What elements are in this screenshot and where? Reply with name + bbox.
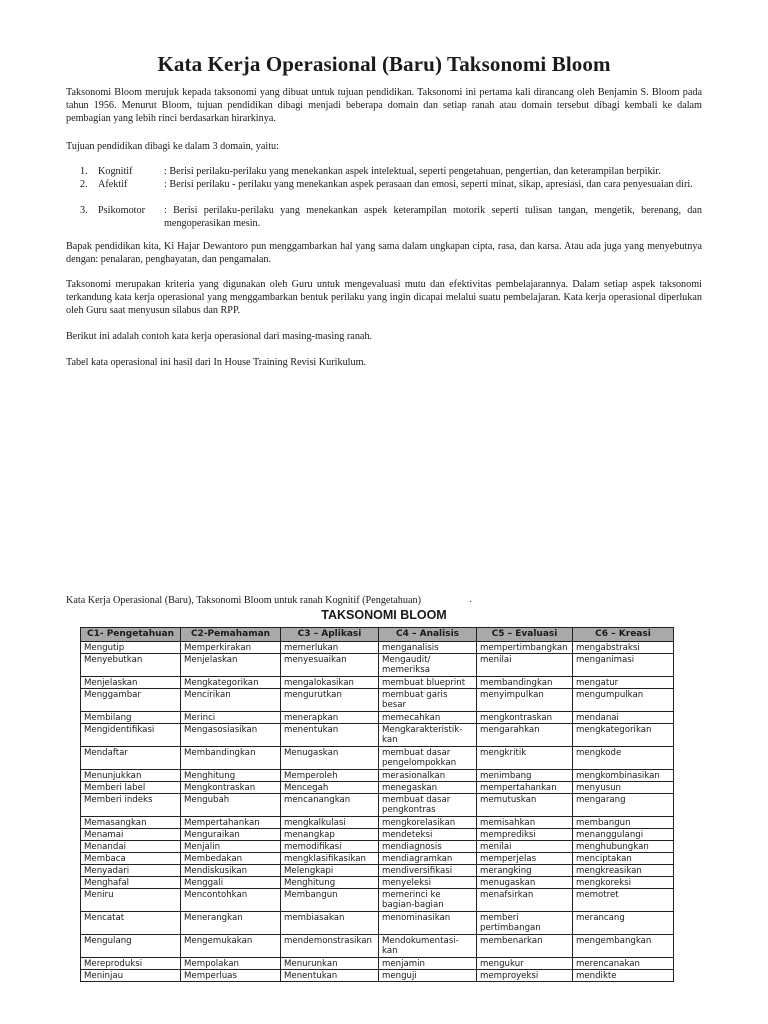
table-cell: membenarkan [477, 935, 573, 958]
list-number: 1. [80, 166, 88, 177]
list-item [80, 204, 702, 230]
table-cell: menugaskan [477, 877, 573, 889]
table-cell: Menyadari [81, 865, 181, 877]
table-cell: Mendaftar [81, 747, 181, 770]
table-cell: mengkoreksi [573, 877, 674, 889]
list-number: 3. [80, 205, 88, 216]
table-cell: memerlukan [281, 642, 379, 654]
table-row [81, 794, 674, 817]
table-cell: Mencatat [81, 912, 181, 935]
table-cell: Menandai [81, 841, 181, 853]
table-cell: menyusun [573, 782, 674, 794]
table-cell: membiasakan [281, 912, 379, 935]
table-cell: Membilang [81, 712, 181, 724]
table-cell: mendikte [573, 970, 674, 982]
table-row [81, 829, 674, 841]
table-cell: Mengkontraskan [181, 782, 281, 794]
table-cell: Mengaudit/ memeriksa [379, 654, 477, 677]
column-header: C2-Pemahaman [181, 628, 281, 642]
table-cell: Mengasosiasikan [181, 724, 281, 747]
table-row [81, 958, 674, 970]
column-header: C4 – Analisis [379, 628, 477, 642]
table-cell: menafsirkan [477, 889, 573, 912]
table-cell: mengalokasikan [281, 677, 379, 689]
table-row [81, 853, 674, 865]
table-cell: mengabstraksi [573, 642, 674, 654]
table-cell: menyesuaikan [281, 654, 379, 677]
table-cell: menentukan [281, 724, 379, 747]
column-header: C5 – Evaluasi [477, 628, 573, 642]
table-cell: menghubungkan [573, 841, 674, 853]
table-cell: Menguraikan [181, 829, 281, 841]
table-cell: mengkontraskan [477, 712, 573, 724]
table-row [81, 817, 674, 829]
domain-description: : Berisi perilaku-perilaku yang menekankan aspek keterampilan motorik seperti tulisan tangan, mengetik, berenang, dan mengoperasikan mesin. [164, 205, 702, 229]
table-cell: memprediksi [477, 829, 573, 841]
table-cell: mendanai [573, 712, 674, 724]
table-cell: Mendiskusikan [181, 865, 281, 877]
table-cell: Mencirikan [181, 689, 281, 712]
list-item [80, 165, 702, 178]
table-cell: mencanangkan [281, 794, 379, 817]
table-row [81, 782, 674, 794]
table-cell: mengumpulkan [573, 689, 674, 712]
domain-term: Kognitif [98, 166, 133, 177]
table-cell: Melengkapi [281, 865, 379, 877]
table-cell: mendemonstrasikan [281, 935, 379, 958]
table-cell: memperjelas [477, 853, 573, 865]
table-cell: mengukur [477, 958, 573, 970]
domains-intro: Tujuan pendidikan dibagi ke dalam 3 domain, yaitu: [66, 141, 279, 152]
table-cell: Menunjukkan [81, 770, 181, 782]
table-cell: Mengidentifikasi [81, 724, 181, 747]
tabel-source-paragraph: Tabel kata operasional ini hasil dari In House Training Revisi Kurikulum. [66, 357, 367, 368]
table-cell: Menghitung [181, 770, 281, 782]
table-cell: Mencegah [281, 782, 379, 794]
table-row [81, 770, 674, 782]
table-cell: Menghitung [281, 877, 379, 889]
kriteria-paragraph: Taksonomi merupakan kriteria yang digunakan oleh Guru untuk mengevaluasi mutu dan efektivitas pembelajarannya. Dalam setiap aspek taksonomi terkandung kata kerja operasional yang menggambarkan bentuk perilaku yang ingin dicapai melalui suatu pembelajaran. Kata kerja operasional diperlukan oleh Guru saat menyusun silabus dan RPP. [66, 279, 702, 316]
table-cell: mengkreasikan [573, 865, 674, 877]
table-cell: Mengemukakan [181, 935, 281, 958]
table-cell: menilai [477, 841, 573, 853]
table-cell: Mempolakan [181, 958, 281, 970]
table-cell: mengklasifikasikan [281, 853, 379, 865]
table-cell: mendeteksi [379, 829, 477, 841]
table-cell: Memasangkan [81, 817, 181, 829]
table-cell: Merinci [181, 712, 281, 724]
table-row [81, 841, 674, 853]
list-number: 2. [80, 179, 88, 190]
table-cell: menjamin [379, 958, 477, 970]
table-row [81, 654, 674, 677]
table-cell: membuat dasar pengelompokkan [379, 747, 477, 770]
dewantoro-paragraph: Bapak pendidikan kita, Ki Hajar Dewantoro pun menggambarkan hal yang sama dalam ungkapan cipta, rasa, dan karsa. Atau ada juga yang menyebutnya dengan: penalaran, penghayatan, dan pengamalan. [66, 241, 702, 265]
table-cell: mengurutkan [281, 689, 379, 712]
caption-dot: · [469, 597, 473, 608]
column-header: C3 – Aplikasi [281, 628, 379, 642]
table-cell: menciptakan [573, 853, 674, 865]
table-cell: menganimasi [573, 654, 674, 677]
table-cell: Mengutip [81, 642, 181, 654]
table-cell: Mengulang [81, 935, 181, 958]
table-cell: Menentukan [281, 970, 379, 982]
table-cell: mendiversifikasi [379, 865, 477, 877]
table-row [81, 747, 674, 770]
table-cell: Mendokumentasi-kan [379, 935, 477, 958]
table-cell: membandingkan [477, 677, 573, 689]
contoh-paragraph: Berikut ini adalah contoh kata kerja operasional dari masing-masing ranah. [66, 331, 373, 342]
table-cell: memotret [573, 889, 674, 912]
table-row [81, 889, 674, 912]
table-title: TAKSONOMI BLOOM [321, 608, 447, 622]
table-cell: Mempertahankan [181, 817, 281, 829]
table-cell: membuat garis besar [379, 689, 477, 712]
table-cell: menyimpulkan [477, 689, 573, 712]
table-cell: Menyebutkan [81, 654, 181, 677]
domain-list [80, 165, 702, 230]
table-row [81, 677, 674, 689]
kko-table [80, 627, 674, 982]
table-cell: mendiagnosis [379, 841, 477, 853]
table-cell: memisahkan [477, 817, 573, 829]
table-cell: merangking [477, 865, 573, 877]
table-row [81, 642, 674, 654]
table-cell: Membangun [281, 889, 379, 912]
table-cell: Membandingkan [181, 747, 281, 770]
table-cell: Menggali [181, 877, 281, 889]
table-cell: Memberi indeks [81, 794, 181, 817]
table-cell: menganalisis [379, 642, 477, 654]
table-cell: Mengubah [181, 794, 281, 817]
table-cell: memerinci ke bagian-bagian [379, 889, 477, 912]
table-cell: memberi pertimbangan [477, 912, 573, 935]
table-cell: Mengkarakteristik-kan [379, 724, 477, 747]
domain-term: Afektif [98, 179, 128, 190]
table-cell: mempertahankan [477, 782, 573, 794]
table-cell: Menamai [81, 829, 181, 841]
table-row [81, 689, 674, 712]
column-header: C6 – Kreasi [573, 628, 674, 642]
table-cell: Mereproduksi [81, 958, 181, 970]
table-row [81, 724, 674, 747]
table-cell: menominasikan [379, 912, 477, 935]
table-cell: mempertimbangkan [477, 642, 573, 654]
list-item [80, 178, 702, 204]
table-cell: memecahkan [379, 712, 477, 724]
table-caption: Kata Kerja Operasional (Baru), Taksonomi Bloom untuk ranah Kognitif (Pengetahuan) [66, 595, 421, 606]
domain-description: : Berisi perilaku-perilaku yang menekankan aspek intelektual, seperti pengetahuan, pengertian, dan keterampilan berpikir. [164, 166, 661, 177]
table-row [81, 912, 674, 935]
column-header: C1- Pengetahuan [81, 628, 181, 642]
table-cell: merencanakan [573, 958, 674, 970]
table-cell: mengkalkulasi [281, 817, 379, 829]
table-cell: menimbang [477, 770, 573, 782]
table-row [81, 865, 674, 877]
table-header-row [81, 628, 674, 642]
table-cell: Membedakan [181, 853, 281, 865]
table-cell: menangkap [281, 829, 379, 841]
table-cell: menegaskan [379, 782, 477, 794]
table-cell: Memperkirakan [181, 642, 281, 654]
table-cell: membangun [573, 817, 674, 829]
table-cell: Menjelaskan [181, 654, 281, 677]
table-cell: Membaca [81, 853, 181, 865]
table-cell: mendiagramkan [379, 853, 477, 865]
table-cell: menyeleksi [379, 877, 477, 889]
table-row [81, 877, 674, 889]
table-cell: Menerangkan [181, 912, 281, 935]
table-row [81, 712, 674, 724]
table-cell: Meniru [81, 889, 181, 912]
table-cell: memutuskan [477, 794, 573, 817]
table-cell: mengkritik [477, 747, 573, 770]
table-cell: Menjelaskan [81, 677, 181, 689]
domain-term: Psikomotor [98, 205, 145, 216]
table-cell: Meninjau [81, 970, 181, 982]
table-cell: menguji [379, 970, 477, 982]
table-cell: menanggulangi [573, 829, 674, 841]
table-row [81, 935, 674, 958]
table-cell: mengarang [573, 794, 674, 817]
table-cell: membuat blueprint [379, 677, 477, 689]
table-cell: Memperluas [181, 970, 281, 982]
table-cell: Mengkategorikan [181, 677, 281, 689]
intro-paragraph: Taksonomi Bloom merujuk kepada taksonomi yang dibuat untuk tujuan pendidikan. Taksonomi ini pertama kali dirancang oleh Benjamin S. Bloom pada tahun 1956. Menurut Bloom, tujuan pendidikan dibagi menjadi beberapa domain dan setiap ranah atau domain tersebut dibagi kembali ke dalam pembagian yang lebih rinci berdasarkan hirarkinya. [66, 87, 702, 124]
table-cell: merancang [573, 912, 674, 935]
table-cell: Menggambar [81, 689, 181, 712]
table-cell: memproyeksi [477, 970, 573, 982]
table-cell: membuat dasar pengkontras [379, 794, 477, 817]
table-cell: mengatur [573, 677, 674, 689]
table-cell: mengkombinasikan [573, 770, 674, 782]
table-cell: Memberi label [81, 782, 181, 794]
table-cell: mengarahkan [477, 724, 573, 747]
table-cell: mengkategorikan [573, 724, 674, 747]
table-cell: menilai [477, 654, 573, 677]
table-cell: Menghafal [81, 877, 181, 889]
table-cell: Menjalin [181, 841, 281, 853]
table-cell: Memperoleh [281, 770, 379, 782]
table-row [81, 970, 674, 982]
table-cell: mengkorelasikan [379, 817, 477, 829]
table-cell: mengembangkan [573, 935, 674, 958]
table-cell: merasionalkan [379, 770, 477, 782]
table-cell: Menurunkan [281, 958, 379, 970]
table-cell: mengkode [573, 747, 674, 770]
table-cell: memodifikasi [281, 841, 379, 853]
domain-description: : Berisi perilaku - perilaku yang menekankan aspek perasaan dan emosi, seperti minat, sikap, apresiasi, dan cara penyesuaian diri. [164, 179, 693, 190]
table-cell: menerapkan [281, 712, 379, 724]
table-cell: Mencontohkan [181, 889, 281, 912]
page-title: Kata Kerja Operasional (Baru) Taksonomi Bloom [157, 52, 611, 76]
table-cell: Menugaskan [281, 747, 379, 770]
